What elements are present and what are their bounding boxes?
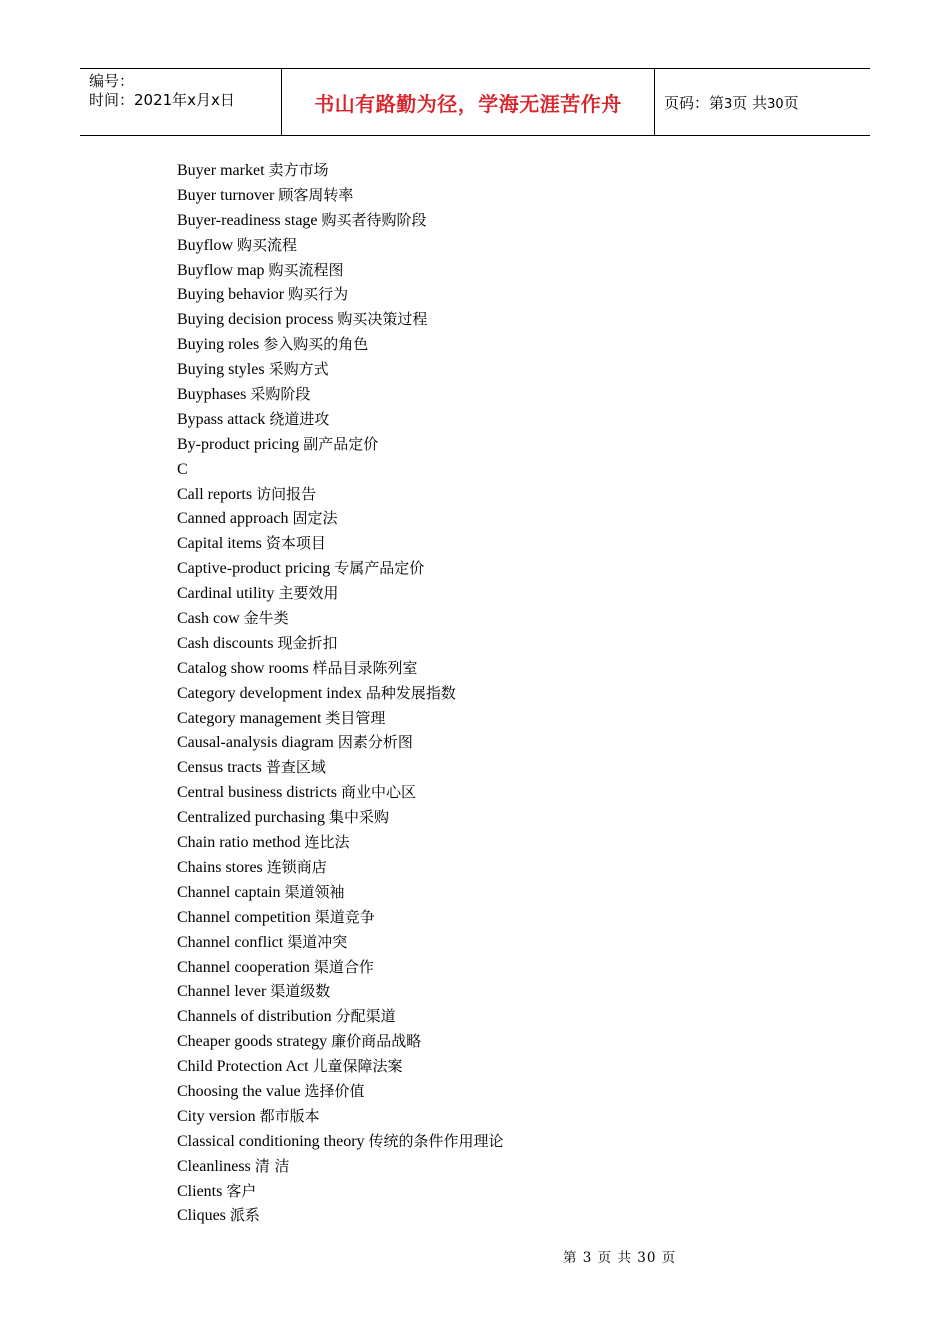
glossary-list — [177, 158, 504, 1228]
term-english: Buying styles — [177, 361, 265, 379]
glossary-entry — [177, 930, 504, 955]
term-english: Capital items — [177, 535, 262, 553]
term-chinese: 副产品定价 — [303, 434, 379, 453]
term-english: Canned approach — [177, 510, 289, 528]
term-english: Captive-product pricing — [177, 560, 331, 578]
page-header — [80, 68, 870, 136]
term-english: Buying decision process — [177, 311, 334, 329]
term-english: Call reports — [177, 485, 253, 503]
term-chinese: 都市版本 — [259, 1106, 320, 1125]
term-english: C — [177, 460, 188, 478]
header-meta-cell — [80, 69, 282, 135]
glossary-entry — [177, 457, 504, 482]
term-english: By-product pricing — [177, 435, 300, 453]
term-chinese: 渠道合作 — [313, 957, 374, 976]
term-chinese: 专属产品定价 — [334, 559, 425, 578]
glossary-entry — [177, 880, 504, 905]
page-suffix: 页 — [783, 93, 799, 112]
term-chinese: 购买流程图 — [268, 260, 344, 279]
term-english: Cleanliness — [177, 1157, 251, 1175]
term-chinese: 因素分析图 — [337, 733, 413, 752]
term-english: Centralized purchasing — [177, 809, 325, 827]
term-chinese: 固定法 — [292, 509, 338, 528]
term-english: Buyer-readiness stage — [177, 211, 318, 229]
term-chinese: 普查区域 — [265, 758, 326, 777]
term-chinese: 金牛类 — [243, 609, 289, 628]
glossary-entry — [177, 506, 504, 531]
term-chinese: 购买决策过程 — [337, 310, 428, 329]
glossary-entry — [177, 1054, 504, 1079]
term-chinese: 购买行为 — [288, 285, 349, 304]
glossary-entry — [177, 407, 504, 432]
glossary-entry — [177, 755, 504, 780]
term-english: Channel competition — [177, 908, 311, 926]
term-english: Channels of distribution — [177, 1008, 332, 1026]
glossary-entry — [177, 282, 504, 307]
term-english: Choosing the value — [177, 1082, 301, 1100]
term-english: Channel lever — [177, 983, 267, 1001]
term-english: Category management — [177, 709, 322, 727]
glossary-entry — [177, 556, 504, 581]
term-chinese: 渠道领袖 — [284, 882, 345, 901]
header-motto-cell — [282, 69, 655, 135]
term-chinese: 购买流程 — [237, 235, 298, 254]
term-chinese: 连锁商店 — [266, 857, 327, 876]
page-footer: 第 3 页 共 30 页 — [563, 1250, 677, 1266]
term-english: Category development index — [177, 684, 362, 702]
term-chinese: 主要效用 — [278, 584, 339, 603]
page-indicator — [664, 92, 799, 113]
glossary-entry — [177, 1129, 504, 1154]
glossary-entry — [177, 979, 504, 1004]
code-label: 编号： — [89, 72, 135, 90]
term-chinese: 廉价商品战略 — [331, 1032, 422, 1051]
term-chinese: 商业中心区 — [340, 783, 416, 802]
page-total: 30 — [767, 96, 784, 112]
term-english: Buyflow — [177, 236, 233, 254]
time-label: 时间：2021年x月x日 — [89, 91, 235, 109]
term-chinese: 购买者待购阶段 — [321, 210, 427, 229]
term-english: Cheaper goods strategy — [177, 1033, 328, 1051]
glossary-entry — [177, 357, 504, 382]
page-prefix: 页码：第 — [664, 93, 725, 112]
glossary-entry — [177, 258, 504, 283]
glossary-entry — [177, 905, 504, 930]
term-english: Classical conditioning theory — [177, 1132, 365, 1150]
term-english: Catalog show rooms — [177, 659, 309, 677]
term-english: Buyphases — [177, 386, 247, 404]
glossary-entry — [177, 183, 504, 208]
term-chinese: 渠道级数 — [270, 982, 331, 1001]
term-chinese: 访问报告 — [256, 484, 317, 503]
page-current: 3 — [724, 96, 733, 112]
glossary-entry — [177, 1154, 504, 1179]
page-mid: 页 共 — [732, 93, 768, 112]
term-chinese: 集中采购 — [328, 808, 389, 827]
glossary-entry — [177, 1179, 504, 1204]
term-english: Chains stores — [177, 858, 263, 876]
term-chinese: 资本项目 — [265, 534, 326, 553]
term-chinese: 连比法 — [304, 833, 350, 852]
term-chinese: 现金折扣 — [277, 633, 338, 652]
glossary-entry — [177, 1104, 504, 1129]
glossary-entry — [177, 681, 504, 706]
term-english: Clients — [177, 1182, 223, 1200]
term-english: Cash cow — [177, 610, 240, 628]
term-chinese: 样品目录陈列室 — [312, 658, 418, 677]
glossary-entry — [177, 855, 504, 880]
term-chinese: 分配渠道 — [335, 1007, 396, 1026]
term-chinese: 渠道竞争 — [314, 907, 375, 926]
term-chinese: 采购方式 — [268, 360, 329, 379]
term-chinese: 派系 — [229, 1206, 260, 1225]
glossary-entry — [177, 1203, 504, 1228]
term-chinese: 参入购买的角色 — [263, 335, 369, 354]
term-english: City version — [177, 1107, 256, 1125]
glossary-entry — [177, 208, 504, 233]
term-english: Buyflow map — [177, 261, 265, 279]
term-english: Buying roles — [177, 336, 260, 354]
glossary-entry — [177, 531, 504, 556]
glossary-entry — [177, 581, 504, 606]
header-page-cell — [655, 69, 870, 135]
glossary-entry — [177, 482, 504, 507]
glossary-entry — [177, 631, 504, 656]
glossary-entry — [177, 158, 504, 183]
term-chinese: 客户 — [226, 1181, 257, 1200]
term-english: Buyer market — [177, 162, 265, 179]
term-english: Census tracts — [177, 759, 262, 777]
glossary-entry — [177, 1004, 504, 1029]
term-english: Bypass attack — [177, 410, 266, 428]
glossary-entry — [177, 332, 504, 357]
term-english: Central business districts — [177, 784, 337, 802]
term-chinese: 绕道进攻 — [269, 409, 330, 428]
term-chinese: 顾客周转率 — [278, 185, 354, 204]
glossary-entry — [177, 730, 504, 755]
term-chinese: 选择价值 — [304, 1081, 365, 1100]
glossary-entry — [177, 233, 504, 258]
term-english: Buyer turnover — [177, 186, 275, 204]
term-english: Channel cooperation — [177, 958, 310, 976]
term-english: Channel conflict — [177, 933, 284, 951]
term-english: Causal-analysis diagram — [177, 734, 334, 752]
glossary-entry — [177, 1029, 504, 1054]
term-english: Cardinal utility — [177, 585, 275, 603]
term-chinese: 品种发展指数 — [365, 683, 456, 702]
term-chinese: 类目管理 — [325, 708, 386, 727]
term-chinese: 卖方市场 — [268, 161, 329, 179]
term-english: Channel captain — [177, 883, 281, 901]
glossary-entry — [177, 805, 504, 830]
glossary-entry — [177, 382, 504, 407]
glossary-entry — [177, 780, 504, 805]
glossary-entry — [177, 606, 504, 631]
term-english: Cash discounts — [177, 634, 274, 652]
term-english: Buying behavior — [177, 286, 285, 304]
term-chinese: 传统的条件作用理论 — [368, 1131, 504, 1150]
glossary-entry — [177, 656, 504, 681]
glossary-entry — [177, 830, 504, 855]
glossary-entry — [177, 955, 504, 980]
glossary-entry — [177, 706, 504, 731]
term-english: Child Protection Act — [177, 1058, 309, 1076]
term-chinese: 清 洁 — [254, 1156, 290, 1175]
glossary-entry — [177, 432, 504, 457]
term-chinese: 采购阶段 — [250, 385, 311, 404]
glossary-entry — [177, 1079, 504, 1104]
glossary-entry — [177, 307, 504, 332]
term-english: Cliques — [177, 1207, 226, 1225]
term-english: Chain ratio method — [177, 834, 301, 852]
motto: 书山有路勤为径，学海无涯苦作舟 — [314, 91, 622, 116]
term-chinese: 渠道冲突 — [287, 932, 348, 951]
term-chinese: 儿童保障法案 — [312, 1057, 403, 1076]
